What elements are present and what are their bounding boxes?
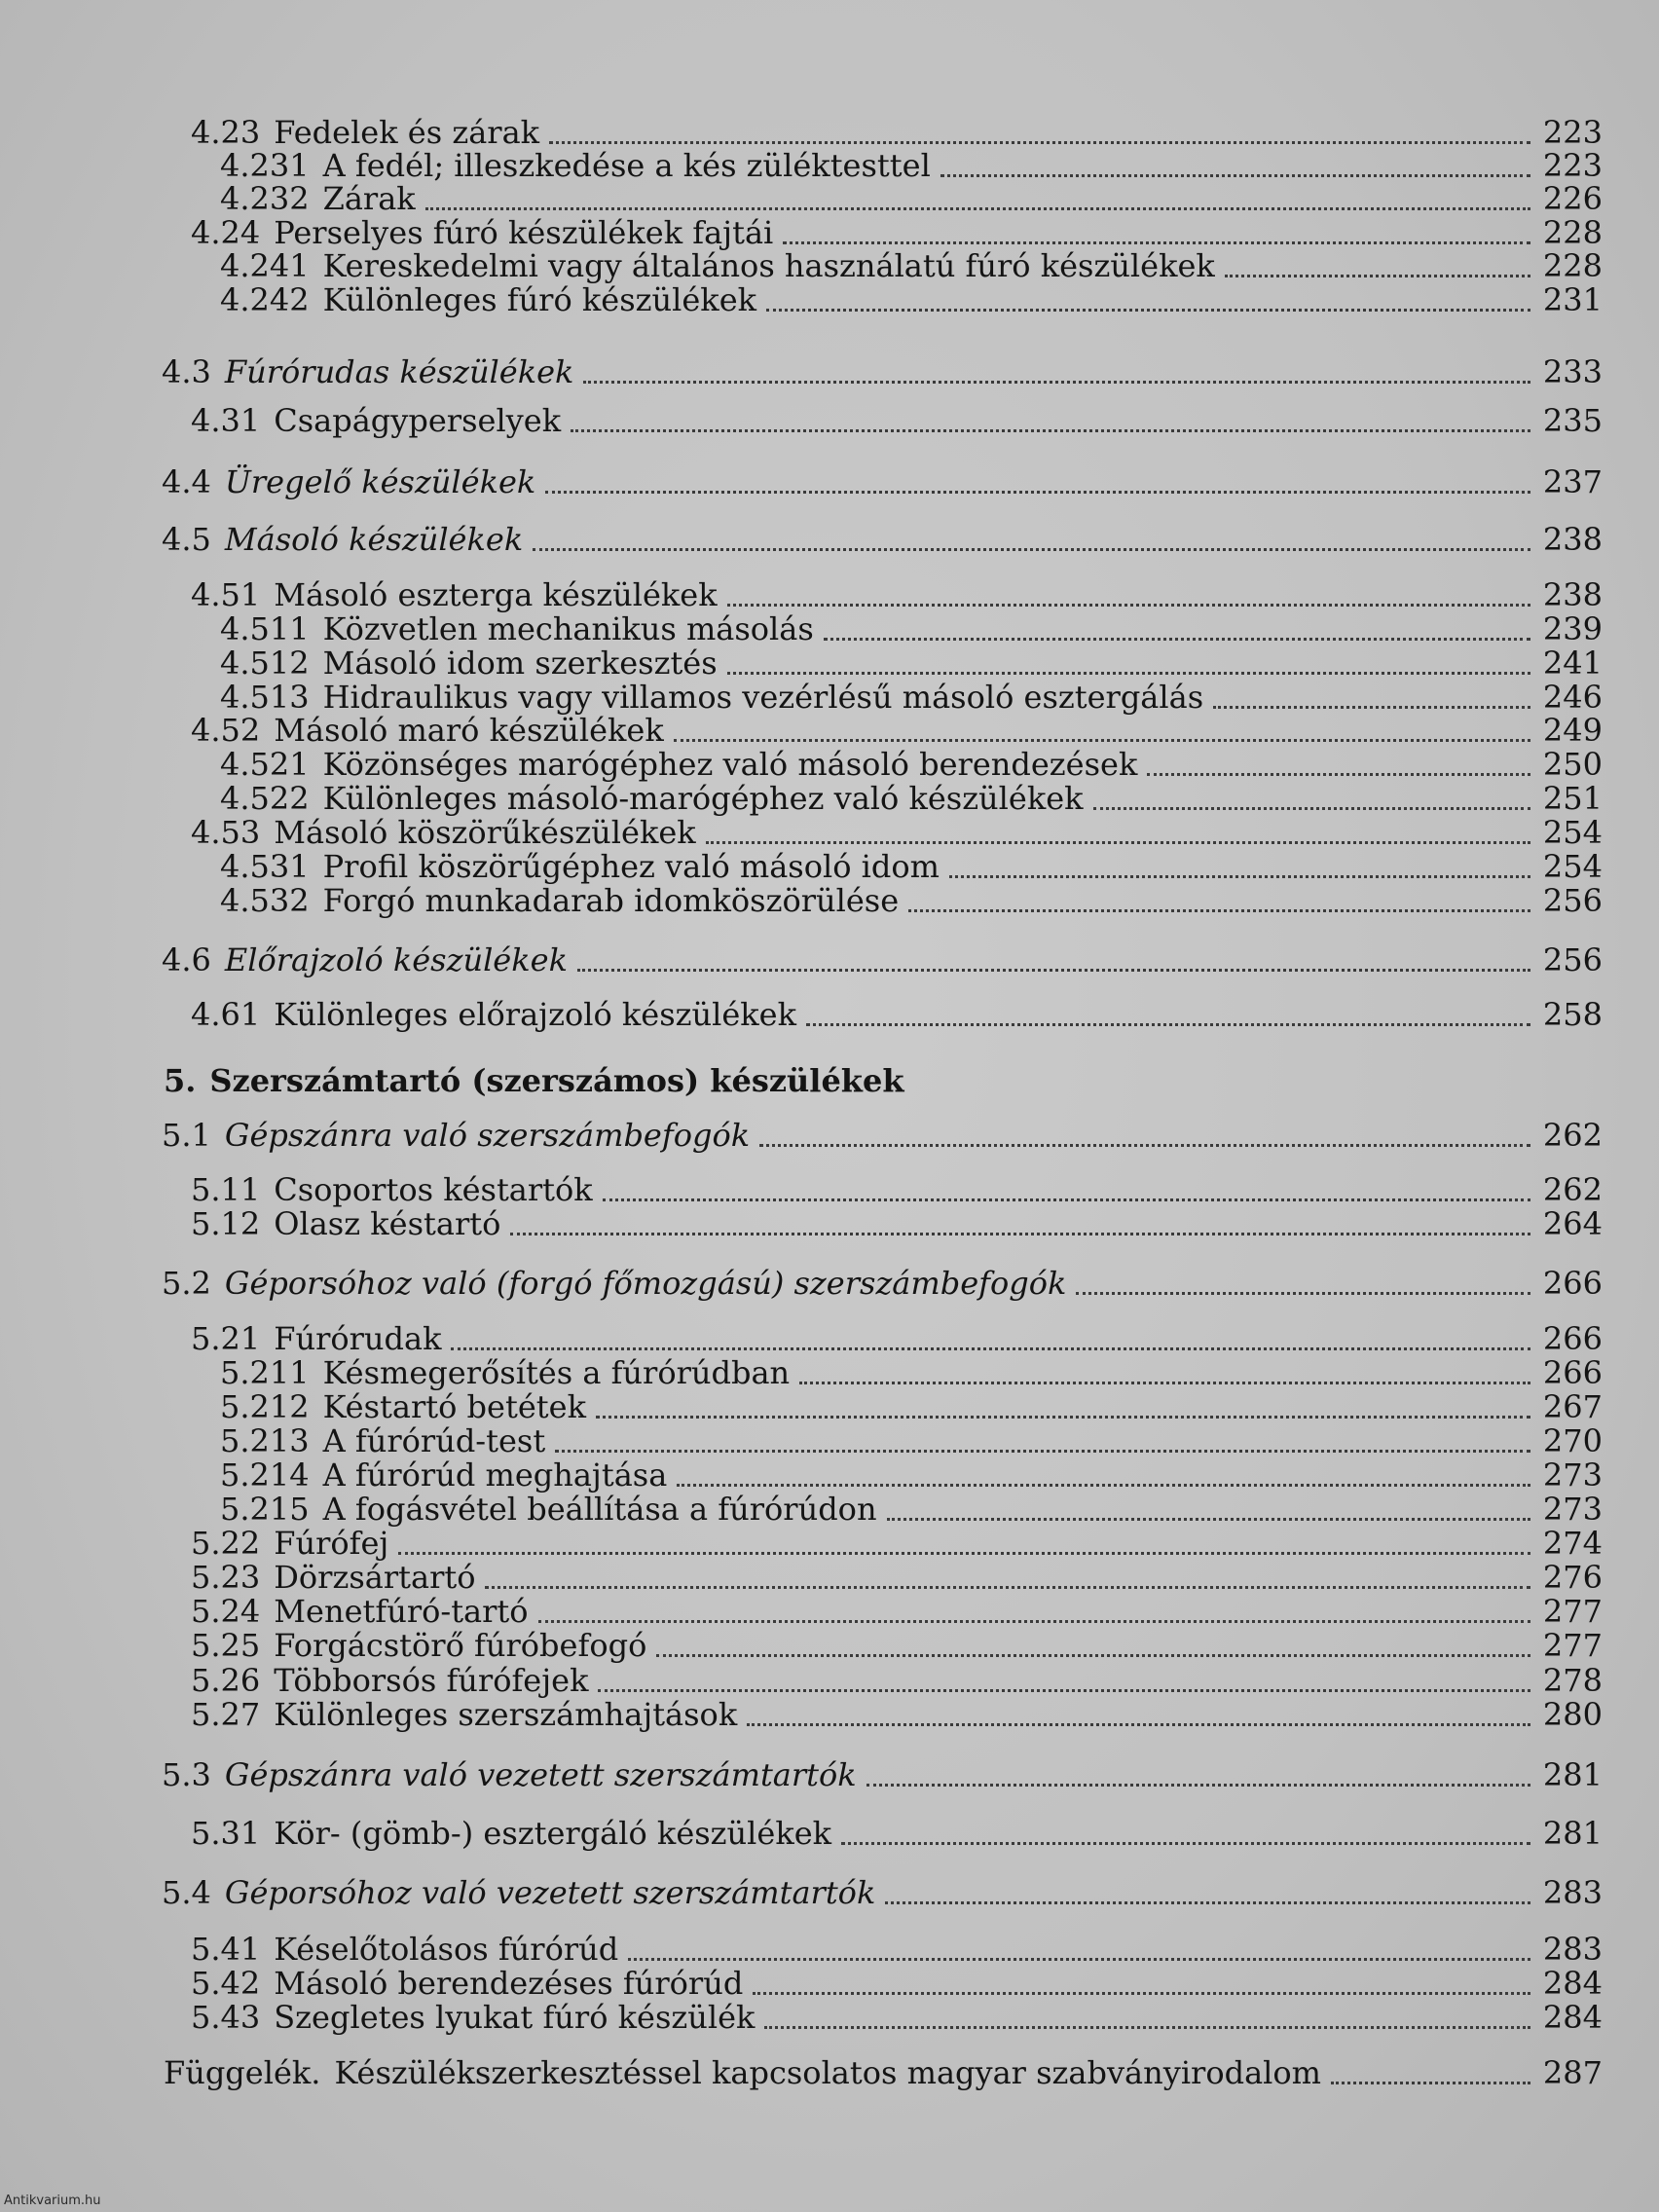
section-title: Másoló berendezéses fúrórúd (274, 1965, 744, 2002)
dot-leader (549, 140, 1530, 144)
page-number: 231 (1542, 281, 1603, 318)
page-number: 228 (1542, 247, 1603, 284)
page-number: 277 (1542, 1593, 1603, 1630)
dot-leader (949, 874, 1530, 878)
section-number: 5. (164, 1062, 197, 1099)
toc-entry (191, 1697, 1603, 1732)
page-number: 273 (1542, 1491, 1603, 1528)
section-number: 5.23 (191, 1559, 261, 1596)
section-title: Fúrórudak (274, 1320, 442, 1357)
dot-leader (940, 173, 1530, 177)
page-number: 281 (1542, 1756, 1603, 1793)
toc-entry (191, 1966, 1603, 2001)
dot-leader (885, 1900, 1530, 1904)
page-number: 276 (1542, 1559, 1603, 1596)
section-title: Csapágyperselyek (274, 402, 562, 439)
toc-entry (191, 1206, 1603, 1241)
section-title: Üregelő készülékek (224, 463, 536, 500)
section-title: Gépszánra való szerszámbefogók (224, 1117, 751, 1154)
section-number: 5.22 (191, 1525, 261, 1562)
page-number: 233 (1542, 353, 1603, 390)
dot-leader (1225, 274, 1530, 277)
section-number: Függelék. (164, 2054, 321, 2091)
toc-entry (191, 815, 1603, 850)
toc-entry (220, 747, 1603, 782)
dot-leader (425, 206, 1530, 210)
toc-entry (220, 248, 1603, 283)
toc-entry (220, 1355, 1603, 1390)
section-number: 4.231 (220, 147, 310, 184)
toc-entry (191, 2000, 1603, 2035)
toc-entry (164, 2055, 1603, 2090)
section-number: 5.24 (191, 1593, 261, 1630)
page-number: 262 (1542, 1171, 1603, 1208)
section-title: Készülékszerkesztéssel kapcsolatos magyar szabványirodalom (334, 2054, 1322, 2091)
dot-leader (674, 738, 1530, 742)
page-number: 284 (1542, 1999, 1603, 2036)
page-number: 277 (1542, 1627, 1603, 1664)
section-number: 4.23 (191, 114, 261, 151)
dot-leader (533, 547, 1530, 551)
page-number: 226 (1542, 180, 1603, 217)
section-number: 5.26 (191, 1662, 261, 1699)
toc-entry (191, 115, 1603, 150)
section-title: Késelőtolásos fúrórúd (274, 1931, 619, 1968)
section-number: 5.3 (162, 1756, 211, 1793)
section-title: Különleges fúró készülékek (322, 281, 757, 318)
section-title: Zárak (322, 180, 416, 217)
page-number: 256 (1542, 941, 1603, 978)
dot-leader (908, 908, 1530, 912)
section-number: 5.2 (162, 1265, 211, 1302)
section-title: Másoló idom szerkesztés (322, 645, 718, 682)
section-number: 4.61 (191, 996, 261, 1033)
toc-entry (162, 354, 1603, 389)
section-title: A fogásvétel beállítása a fúrórúdon (322, 1491, 877, 1528)
page-number: 238 (1542, 576, 1603, 613)
dot-leader (603, 1198, 1530, 1201)
toc-entry (191, 1560, 1603, 1595)
section-title: Menetfúró-tartó (274, 1593, 529, 1630)
toc-entry (164, 1063, 1603, 1098)
section-number: 5.42 (191, 1965, 261, 2002)
dot-leader (571, 428, 1530, 432)
dot-leader (866, 1783, 1530, 1787)
page-number: 228 (1542, 214, 1603, 251)
dot-leader (677, 1483, 1530, 1487)
toc-entry (191, 1594, 1603, 1629)
page-number: 281 (1542, 1815, 1603, 1852)
section-title: Profil köszörűgéphez való másoló idom (322, 848, 940, 885)
toc-entry (220, 611, 1603, 646)
section-number: 5.12 (191, 1205, 261, 1242)
section-number: 5.25 (191, 1627, 261, 1664)
page-number: 246 (1542, 679, 1603, 716)
page-number: 251 (1542, 780, 1603, 817)
section-number: 5.4 (162, 1874, 211, 1911)
section-title: Késmegerősítés a fúrórúdban (322, 1354, 791, 1391)
toc-entry (191, 1526, 1603, 1561)
dot-leader (841, 1841, 1530, 1845)
section-number: 4.242 (220, 281, 310, 318)
section-title: Kör- (gömb-) esztergáló készülékek (274, 1815, 832, 1852)
section-title: Különleges előrajzoló készülékek (274, 996, 796, 1033)
section-number: 4.511 (220, 610, 310, 647)
page-number: 273 (1542, 1456, 1603, 1493)
dot-leader (628, 1957, 1530, 1961)
section-title: Közvetlen mechanikus másolás (322, 610, 814, 647)
dot-leader (753, 1991, 1530, 1995)
toc-entry (220, 849, 1603, 884)
toc-entry (191, 713, 1603, 748)
dot-leader (887, 1517, 1530, 1521)
section-title: Másoló köszörűkészülékek (274, 814, 696, 851)
section-number: 4.513 (220, 679, 310, 716)
toc-entry (191, 1321, 1603, 1356)
toc-entry (220, 181, 1603, 216)
toc-entry (191, 997, 1603, 1032)
section-number: 5.41 (191, 1931, 261, 1968)
section-title: Perselyes fúró készülékek fajtái (274, 214, 774, 251)
toc-entry (191, 1172, 1603, 1207)
dot-leader (766, 308, 1530, 312)
toc-entry (220, 282, 1603, 317)
dot-leader (1331, 2081, 1530, 2084)
dot-leader (799, 1381, 1530, 1384)
page-number: 287 (1542, 2054, 1603, 2091)
section-number: 4.512 (220, 645, 310, 682)
toc-entry (162, 1266, 1603, 1301)
dot-leader (545, 490, 1530, 494)
toc-entry (220, 883, 1603, 918)
section-title: Különleges másoló-marógéphez való készülékek (322, 780, 1084, 817)
dot-leader (1093, 806, 1530, 810)
toc-entry (162, 464, 1603, 499)
section-number: 5.211 (220, 1354, 310, 1391)
page-number: 254 (1542, 814, 1603, 851)
page-number: 266 (1542, 1320, 1603, 1357)
dot-leader (598, 1688, 1530, 1692)
dot-leader (656, 1653, 1530, 1657)
dot-leader (727, 603, 1530, 607)
dot-leader (783, 240, 1530, 244)
section-title: Géporsóhoz való (forgó főmozgású) szerszámbefogók (224, 1265, 1067, 1302)
dot-leader (1147, 772, 1530, 776)
section-title: Szegletes lyukat fúró készülék (274, 1999, 756, 2036)
section-number: 5.214 (220, 1456, 310, 1493)
section-title: Forgácstörő fúróbefogó (274, 1627, 647, 1664)
dot-leader (583, 380, 1530, 384)
section-number: 4.241 (220, 247, 310, 284)
toc-entry (220, 1423, 1603, 1458)
section-number: 4.5 (162, 521, 211, 558)
section-number: 5.215 (220, 1491, 310, 1528)
section-number: 4.24 (191, 214, 261, 251)
section-number: 4.52 (191, 712, 261, 749)
section-title: Másoló maró készülékek (274, 712, 664, 749)
toc-entry (220, 645, 1603, 681)
watermark-credit: Antikvarium.hu (4, 2194, 101, 2208)
section-title: A fúrórúd-test (322, 1422, 546, 1459)
page-number: 258 (1542, 996, 1603, 1033)
toc-entry (220, 1457, 1603, 1493)
section-title: Fedelek és zárak (274, 114, 540, 151)
page-number: 235 (1542, 402, 1603, 439)
section-title: Fúrófej (274, 1525, 389, 1562)
section-number: 4.53 (191, 814, 261, 851)
section-title: Csoportos késtartók (274, 1171, 593, 1208)
page-number: 223 (1542, 114, 1603, 151)
section-number: 5.21 (191, 1320, 261, 1357)
section-title: Dörzsártartó (274, 1559, 476, 1596)
page-number: 284 (1542, 1965, 1603, 2002)
section-number: 4.532 (220, 882, 310, 919)
section-title: Fúrórudas készülékek (224, 353, 574, 390)
dot-leader (398, 1551, 1530, 1555)
section-number: 4.522 (220, 780, 310, 817)
dot-leader (451, 1346, 1530, 1350)
dot-leader (824, 637, 1530, 641)
section-number: 4.521 (220, 746, 310, 783)
toc-entry (191, 1932, 1603, 1967)
dot-leader (706, 840, 1530, 844)
page-number: 254 (1542, 848, 1603, 885)
dot-leader (577, 968, 1530, 972)
section-title: Kereskedelmi vagy általános használatú fúró készülékek (322, 247, 1215, 284)
page-number: 262 (1542, 1117, 1603, 1154)
toc-entry (191, 1628, 1603, 1663)
page-number: 283 (1542, 1931, 1603, 1968)
page-number: 270 (1542, 1422, 1603, 1459)
section-title: Közönséges marógéphez való másoló berendezések (322, 746, 1138, 783)
page-number: 239 (1542, 610, 1603, 647)
section-title: A fúrórúd meghajtása (322, 1456, 668, 1493)
toc-entry (162, 522, 1603, 557)
section-title: Másoló eszterga készülékek (274, 576, 718, 613)
section-title: Másoló készülékek (224, 521, 524, 558)
page-number: 267 (1542, 1388, 1603, 1425)
page-number: 256 (1542, 882, 1603, 919)
toc-entry (220, 1492, 1603, 1527)
section-number: 4.3 (162, 353, 211, 390)
dot-leader (759, 1143, 1530, 1147)
page-number: 237 (1542, 463, 1603, 500)
dot-leader (596, 1415, 1530, 1419)
dot-leader (485, 1585, 1530, 1589)
section-number: 4.4 (162, 463, 211, 500)
toc-entry (220, 1389, 1603, 1424)
section-number: 4.232 (220, 180, 310, 217)
section-number: 5.43 (191, 1999, 261, 2036)
section-number: 5.1 (162, 1117, 211, 1154)
toc-entry (191, 1816, 1603, 1851)
section-title: Gépszánra való vezetett szerszámtartók (224, 1756, 857, 1793)
section-title: Olasz késtartó (274, 1205, 501, 1242)
section-title: Késtartó betétek (322, 1388, 586, 1425)
section-number: 5.31 (191, 1815, 261, 1852)
section-number: 5.213 (220, 1422, 310, 1459)
section-title: Hidraulikus vagy villamos vezérlésű másoló esztergálás (322, 679, 1204, 716)
section-number: 5.27 (191, 1696, 261, 1733)
page-number: 283 (1542, 1874, 1603, 1911)
dot-leader (764, 2025, 1530, 2029)
dot-leader (727, 671, 1530, 675)
section-number: 5.212 (220, 1388, 310, 1425)
page-number: 280 (1542, 1696, 1603, 1733)
page-number: 278 (1542, 1662, 1603, 1699)
toc-entry (191, 215, 1603, 250)
section-number: 4.6 (162, 941, 211, 978)
dot-leader (510, 1232, 1530, 1235)
section-title: Forgó munkadarab idomköszörülése (322, 882, 900, 919)
dot-leader (806, 1022, 1530, 1026)
dot-leader (538, 1619, 1530, 1623)
page-number: 264 (1542, 1205, 1603, 1242)
section-number: 4.51 (191, 576, 261, 613)
toc-entry (162, 1757, 1603, 1792)
toc-entry (220, 781, 1603, 816)
dot-leader (555, 1449, 1530, 1453)
toc-entry (162, 1118, 1603, 1153)
dot-leader (747, 1722, 1530, 1726)
section-title: Különleges szerszámhajtások (274, 1696, 738, 1733)
page-number: 241 (1542, 645, 1603, 682)
page-number: 223 (1542, 147, 1603, 184)
section-title: Géporsóhoz való vezetett szerszámtartók (224, 1874, 876, 1911)
page-number: 274 (1542, 1525, 1603, 1562)
toc-entry (220, 148, 1603, 183)
section-title: Szerszámtartó (szerszámos) készülékek (209, 1062, 904, 1099)
page-number: 238 (1542, 521, 1603, 558)
toc-entry (191, 403, 1603, 438)
toc-entry (162, 942, 1603, 977)
dot-leader (1076, 1291, 1530, 1295)
section-title: Előrajzoló készülékek (224, 941, 568, 978)
section-title: A fedél; illeszkedése a kés züléktesttel (322, 147, 931, 184)
section-number: 5.11 (191, 1171, 261, 1208)
section-number: 4.31 (191, 402, 261, 439)
page-number: 249 (1542, 712, 1603, 749)
toc-entry (191, 1663, 1603, 1698)
section-title: Többorsós fúrófejek (274, 1662, 589, 1699)
dot-leader (1213, 705, 1530, 709)
toc-entry (220, 680, 1603, 715)
page-number: 266 (1542, 1265, 1603, 1302)
page-number: 266 (1542, 1354, 1603, 1391)
toc-entry (191, 577, 1603, 612)
toc-entry (162, 1875, 1603, 1910)
page-number: 250 (1542, 746, 1603, 783)
section-number: 4.531 (220, 848, 310, 885)
